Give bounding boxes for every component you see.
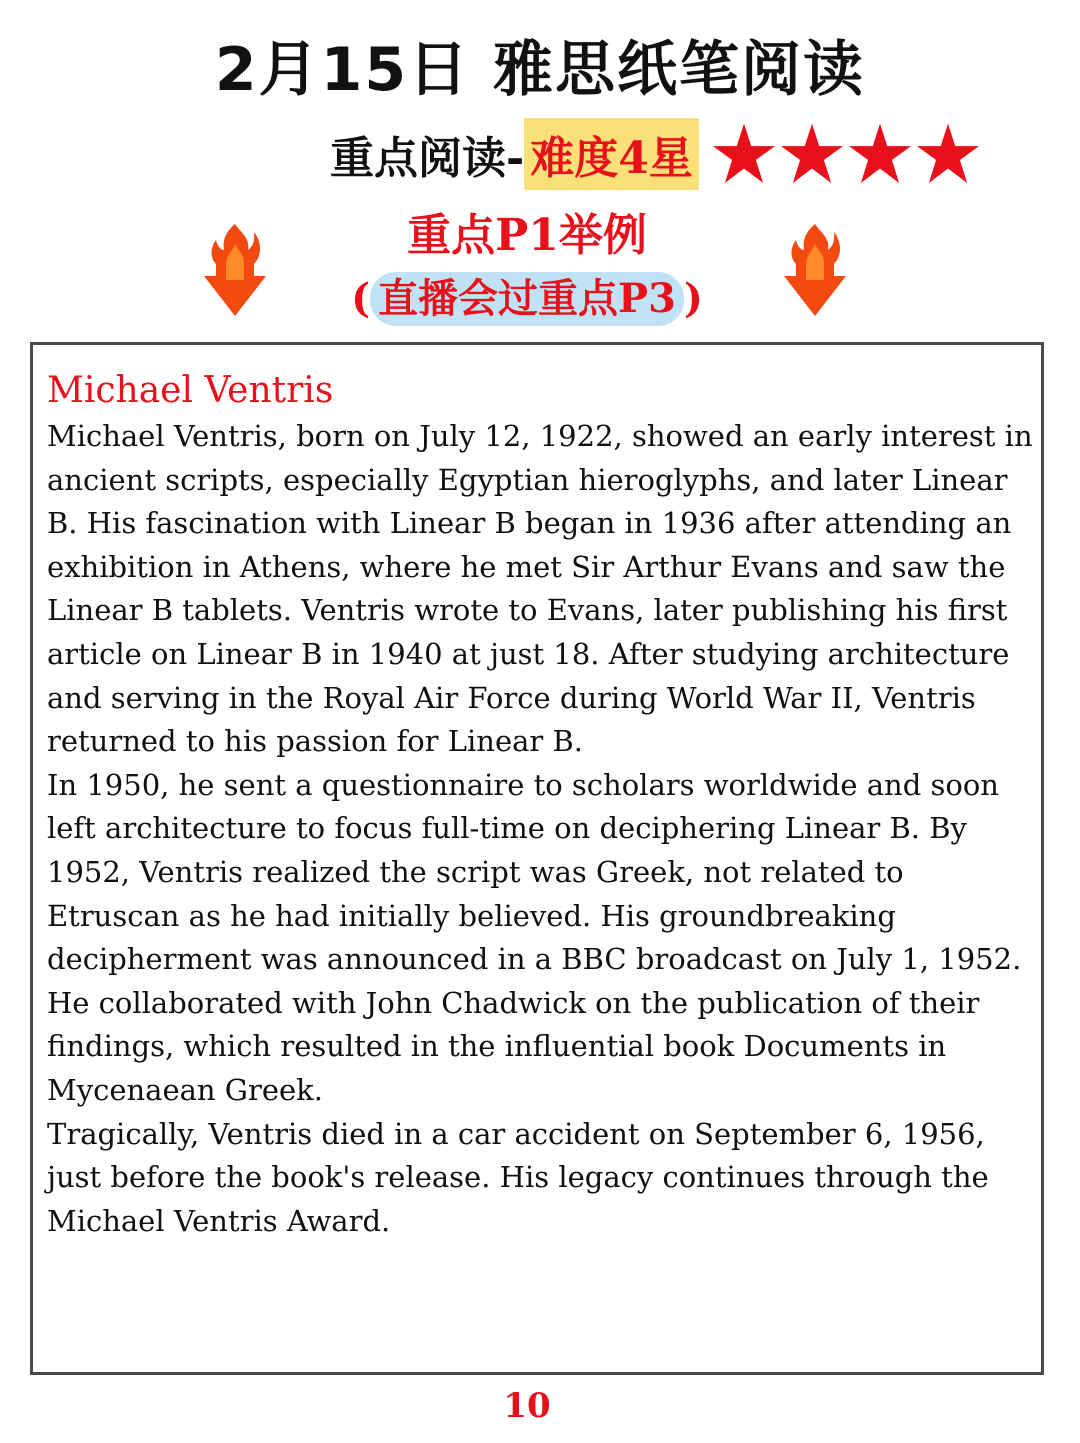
example-label: 重点P1举例 xyxy=(407,210,647,261)
star-icon xyxy=(847,121,913,187)
passage-title: Michael Ventris xyxy=(47,370,334,411)
live-note xyxy=(0,272,1054,326)
page-number: 10 xyxy=(503,1386,551,1426)
star-rating xyxy=(711,121,981,187)
difficulty-badge: 难度4星 xyxy=(524,118,699,190)
open-paren: ( xyxy=(351,275,371,322)
star-icon xyxy=(915,121,981,187)
subtitle-main-text: 重点阅读- xyxy=(330,133,525,184)
close-paren: ) xyxy=(683,275,703,322)
star-icon xyxy=(779,121,845,187)
difficulty-subtitle xyxy=(330,118,981,190)
passage-paragraph: Michael Ventris, born on July 12, 1922, showed an early interest in ancient scripts, especially Egyptian hieroglyphs, and later Linear B. His fascination with Linear B began in 1936 after attending an exhibition in Athens, where he met Sir Arthur Evans and saw the Linear B tablets. Ventris wrote to Evans, later publishing his first article on Linear B in 1940 at just 18. After studying architecture and serving in the Royal Air Force during World War II, Ventris returned to his passion for Linear B. xyxy=(47,419,1033,759)
passage-paragraph: In 1950, he sent a questionnaire to scholars worldwide and soon left architecture to focus full-time on deciphering Linear B. By 1952, Ventris realized the script was Greek, not related to Etruscan as he had initially believed. His groundbreaking decipherment was announced in a BBC broadcast on July 1, 1952. He collaborated with John Chadwick on the publication of their findings, which resulted in the influential book Documents in Mycenaean Greek. xyxy=(47,767,1022,1107)
live-note-pill: 直播会过重点P3 xyxy=(370,272,684,326)
star-icon xyxy=(711,121,777,187)
passage-body xyxy=(47,415,1037,1243)
passage-paragraph: Tragically, Ventris died in a car accident on September 6, 1956, just before the book's release. His legacy continues through the Michael Ventris Award. xyxy=(47,1116,989,1238)
page-title: 2月15日 雅思纸笔阅读 xyxy=(214,35,866,105)
